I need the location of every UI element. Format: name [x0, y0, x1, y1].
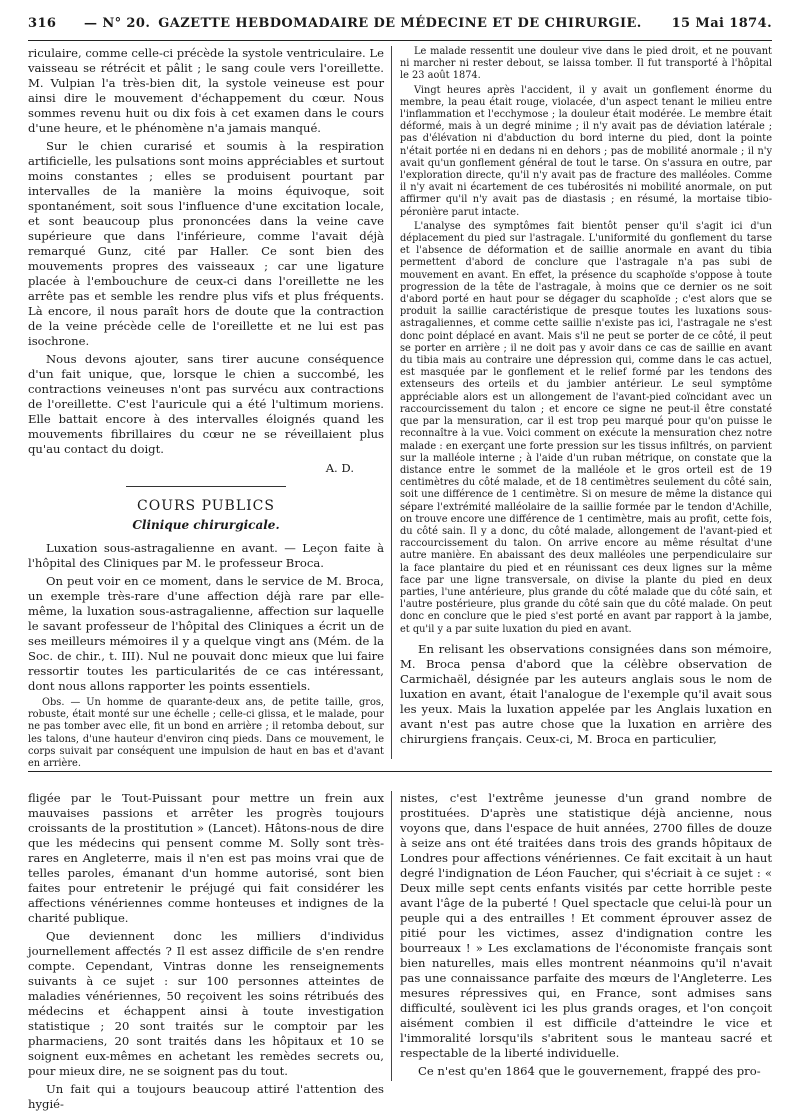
- top-left-column: [28, 46, 384, 770]
- observation-text: Obs. — Un homme de quarante-deux ans, de petite taille, gros, robuste, était monté sur une échelle ; celle-ci glissa, et le malade, pour ne pas tomber avec elle, fit un bond en arrière ; il retomba debout, sur les talons, d'une hauteur d'environ cinq pieds. Dans ce mouvement, le corps suivait par conséquent une impulsion de haut en bas et d'avant en arrière.: [28, 697, 384, 770]
- paragraph: riculaire, comme celle-ci précède la systole ventriculaire. Le vaisseau se rétrécit et pâlit ; le sang coule vers l'oreillette. M. Vulpian l'a très-bien dit, la systole veineuse est pour ainsi dire le mouvement d'échappement du cœur. Nous sommes revenu huit ou dix fois à cet examen dans le cours d'une heure, et le phénomène n'a jamais manqué.: [28, 46, 384, 135]
- paragraph: Que deviennent donc les milliers d'individus journellement affectés ? Il est assez difficile de s'en rendre compte. Cependant, Vintras donne les renseignements suivants à ce sujet : sur 100 personnes atteintes de maladies vénériennes, 50 reçoivent les soins rétribués des médecins et échappent ainsi à toute investigation statistique ; 20 sont traités sur le comptoir par les pharmaciens, 20 sont traités dans les hôpitaux et 10 se soignent eux-mêmes en achetant les remèdes secrets ou, pour mieux dire, ne se soignent pas du tout.: [28, 929, 384, 1078]
- bottom-left-column: [28, 791, 384, 1111]
- section-subtitle: Clinique chirurgicale.: [132, 518, 280, 532]
- header-rule: [28, 40, 772, 41]
- lecture-title: Luxation sous-astragalienne en avant. — Leçon faite à l'hôpital des Cliniques par M. le professeur Broca.: [28, 541, 384, 570]
- issue-number: — N° 20.: [84, 16, 151, 31]
- section-divider: [126, 486, 286, 487]
- page-header: [28, 12, 772, 38]
- feuilleton-separator: [28, 771, 772, 772]
- section-title: COURS PUBLICS: [137, 498, 275, 514]
- column-divider: [391, 791, 392, 1081]
- paragraph: fligée par le Tout-Puissant pour mettre un frein aux mauvaises passions et arrêter les progrès toujours croissants de la prostitution » (Lancet). Hâtons-nous de dire que les médecins qui pensent comme M. Solly sont très-rares en Angleterre, mais il n'en est pas moins vrai que de telles paroles, émanant d'un homme autorisé, sont bien faites pour entretenir le préjugé qui fait considérer les affections vénériennes comme honteuses et indignes de la charité publique.: [28, 791, 384, 925]
- observation-text: Vingt heures après l'accident, il y avait un gonflement énorme du membre, la peau était rouge, violacée, d'un aspect tenant le milieu entre l'inflammation et l'ecchymose ; la douleur était modérée. Le membre était déformé, mais à un degré minime ; il n'y avait pas de déviation latérale ; pas d'élévation ni d'abduction du bord interne du pied, dont la pointe n'était portée ni en dedans ni en dehors ; pas de mobilité anormale ; il n'y avait qu'un gonflement général de tout le tarse. On s'assura en outre, par l'exploration directe, qu'il n'y avait pas de fracture des malléoles. Comme il n'y avait ni écartement de ces tubérosités ni mobilité anormale, on put affirmer qu'il n'y avait pas de diastasis ; en résumé, la mortaise tibio-péronière parut intacte.: [400, 84, 772, 218]
- journal-title: GAZETTE HEBDOMADAIRE DE MÉDECINE ET DE CHIRURGIE.: [158, 16, 642, 31]
- paragraph: En relisant les observations consignées dans son mémoire, M. Broca pensa d'abord que la célèbre observation de Carmichaël, désignée par les auteurs anglais sous le nom de luxation en avant, était l'analogue de l'exemple qu'il avait sous les yeux. Mais la luxation appelée par les Anglais luxation en avant n'est pas autre chose que la luxation en arrière des chirurgiens français. Ceux-ci, M. Broca en particulier,: [400, 641, 772, 746]
- paragraph: nistes, c'est l'extrême jeunesse d'un grand nombre de prostituées. D'après une statistique déjà ancienne, nous voyons que, dans l'espace de huit années, 2700 filles de douze à seize ans ont été traitées dans trois des grands hôpitaux de Londres pour affections vénériennes. Ce fait excitait à un haut degré l'indignation de Léon Faucher, qui s'écriait à ce sujet : « Deux mille sept cents enfants visités par cette horrible peste avant l'âge de la puberté ! Quel spectacle que celui-là pour un peuple qui a des entrailles ! Et comment éprouver assez de pitié pour les victimes, assez d'indignation contre les bourreaux ! » Les exclamations de l'économiste français sont bien naturelles, mais elles montrent néanmoins qu'il n'avait pas une connaissance parfaite des mœurs de l'Angleterre. Les mesures répressives qui, en France, sont admises sans difficulté, soulèvent ici les plus grands orages, et l'on conçoit aisément combien il est difficile d'atteindre le vice et l'immoralité lorsqu'ils s'abritent sous le manteau sacré et respectable de la liberté individuelle.: [400, 791, 772, 1060]
- author-signature: A. D.: [325, 461, 354, 475]
- column-divider: [391, 46, 392, 759]
- observation-text: Le malade ressentit une douleur vive dans le pied droit, et ne pouvant ni marcher ni rester debout, se laissa tomber. Il fut transporté à l'hôpital le 23 août 1874.: [400, 46, 772, 82]
- paragraph: On peut voir en ce moment, dans le service de M. Broca, un exemple très-rare d'une affection déjà rare par elle-même, la luxation sous-astragalienne, affection sur laquelle le savant professeur de l'hôpital des Cliniques a écrit un de ses meilleurs mémoires il y a quelque vingt ans (Mém. de la Soc. de chir., t. III). Nul ne pouvait donc mieux que lui faire ressortir toutes les particularités de ce cas intéressant, dont nous allons rapporter les points essentiels.: [28, 574, 384, 693]
- bottom-right-column: [400, 791, 772, 1081]
- issue-date: 15 Mai 1874.: [671, 16, 772, 31]
- observation-text: L'analyse des symptômes fait bientôt penser qu'il s'agit ici d'un déplacement du pied sur l'astragale. L'uniformité du gonflement du tarse et l'absence de déformation et de saillie anormale en avant du tibia permettent d'abord de conclure que l'astragale n'a pas subi de mouvement en avant. En effet, la présence du scaphoïde s'oppose à toute progression de la tête de l'astragale, à moins que ce dernier os ne soit d'abord porté en haut pour se dégager du scaphoïde ; c'est alors que se produit la saillie caractéristique de presque toutes les luxations sous-astragaliennes, et comme cette saillie n'existe pas ici, l'astragale ne s'est donc point déplacé en avant. Mais s'il ne peut se porter de ce côté, il peut se porter en arrière ; il ne doit pas y avoir dans ce cas de saillie en avant du tibia mais au contraire une dépression qui, comme dans le cas actuel, est masquée par le gonflement et le relief formé par les tendons des extenseurs des orteils et du jambier antérieur. Le seul symptôme appréciable alors est un allongement de l'avant-pied coïncidant avec un raccourcissement du talon ; et encore ce signe ne peut-il être constaté que par la mensuration, car il est trop peu marqué pour qu'on puisse le reconnaître à la vue. Voici comment on exécute la mensuration chez notre malade : en exerçant une forte pression sur les tissus infiltrés, on parvient sur la malléole interne ; à l'aide d'un ruban métrique, on constate que la distance entre le sommet de la malléole et le gros orteil est de 19 centimètres du côté malade, et de 18 centimètres seulement du côté sain, soit une différence de 1 centimètre. Si on mesure de même la distance qui sépare l'extrémité malléolaire de la saillie formée par le tendon d'Achille, on trouve encore une différence de 1 centimètre, mais au profit, cette fois, du côté sain. Il y a donc, du côté malade, allongement de l'avant-pied et raccourcissement du talon. On arrive encore au même résultat d'une autre manière. En abaissant des deux malléoles une perpendiculaire sur la face plantaire du pied et en réunissant ces deux lignes sur la même face par une ligne transversale, on divise la plante du pied en deux parties, l'une antérieure, plus grande du côté malade que du côté sain, et l'autre postérieure, plus grande du côté sain que du côté malade. On peut donc en conclure que le pied s'est porté en avant par rapport à la jambe, et qu'il y a par suite luxation du pied en avant.: [400, 220, 772, 635]
- paragraph: Nous devons ajouter, sans tirer aucune conséquence d'un fait unique, que, lorsque le chien a succombé, les contractions veineuses n'ont pas survécu aux contractions de l'oreillette. C'est l'auricule qui a été l'ultimum moriens. Elle battait encore à des intervalles éloignés quand les mouvements fibrillaires du cœur ne se réveillaient plus qu'au contact du doigt.: [28, 352, 384, 456]
- page-number: 316: [28, 16, 57, 31]
- paragraph: Ce n'est qu'en 1864 que le gouvernement, frappé des pro-: [418, 1064, 761, 1078]
- top-right-column: [400, 46, 772, 759]
- paragraph: Un fait qui a toujours beaucoup attiré l'attention des hygié-: [28, 1082, 384, 1111]
- paragraph: Sur le chien curarisé et soumis à la respiration artificielle, les pulsations sont moins appréciables et surtout moins constantes ; elles se produisent pourtant par intervalles de la manière la moins équivoque, soit spontanément, soit sous l'influence d'une excitation locale, et sont beaucoup plus prononcées dans la veine cave supérieure que dans l'inférieure, comme l'avait déjà remarqué Gunz, cité par Haller. Ce sont bien des mouvements propres des vaisseaux ; car une ligature placée à l'embouchure de ceux-ci dans l'oreillette ne les arrête pas et semble les rendre plus vifs et plus fréquents. Là encore, il nous paraît hors de doute que la contraction de la veine précède celle de l'oreillette et ne lui est pas isochrone.: [28, 139, 384, 348]
